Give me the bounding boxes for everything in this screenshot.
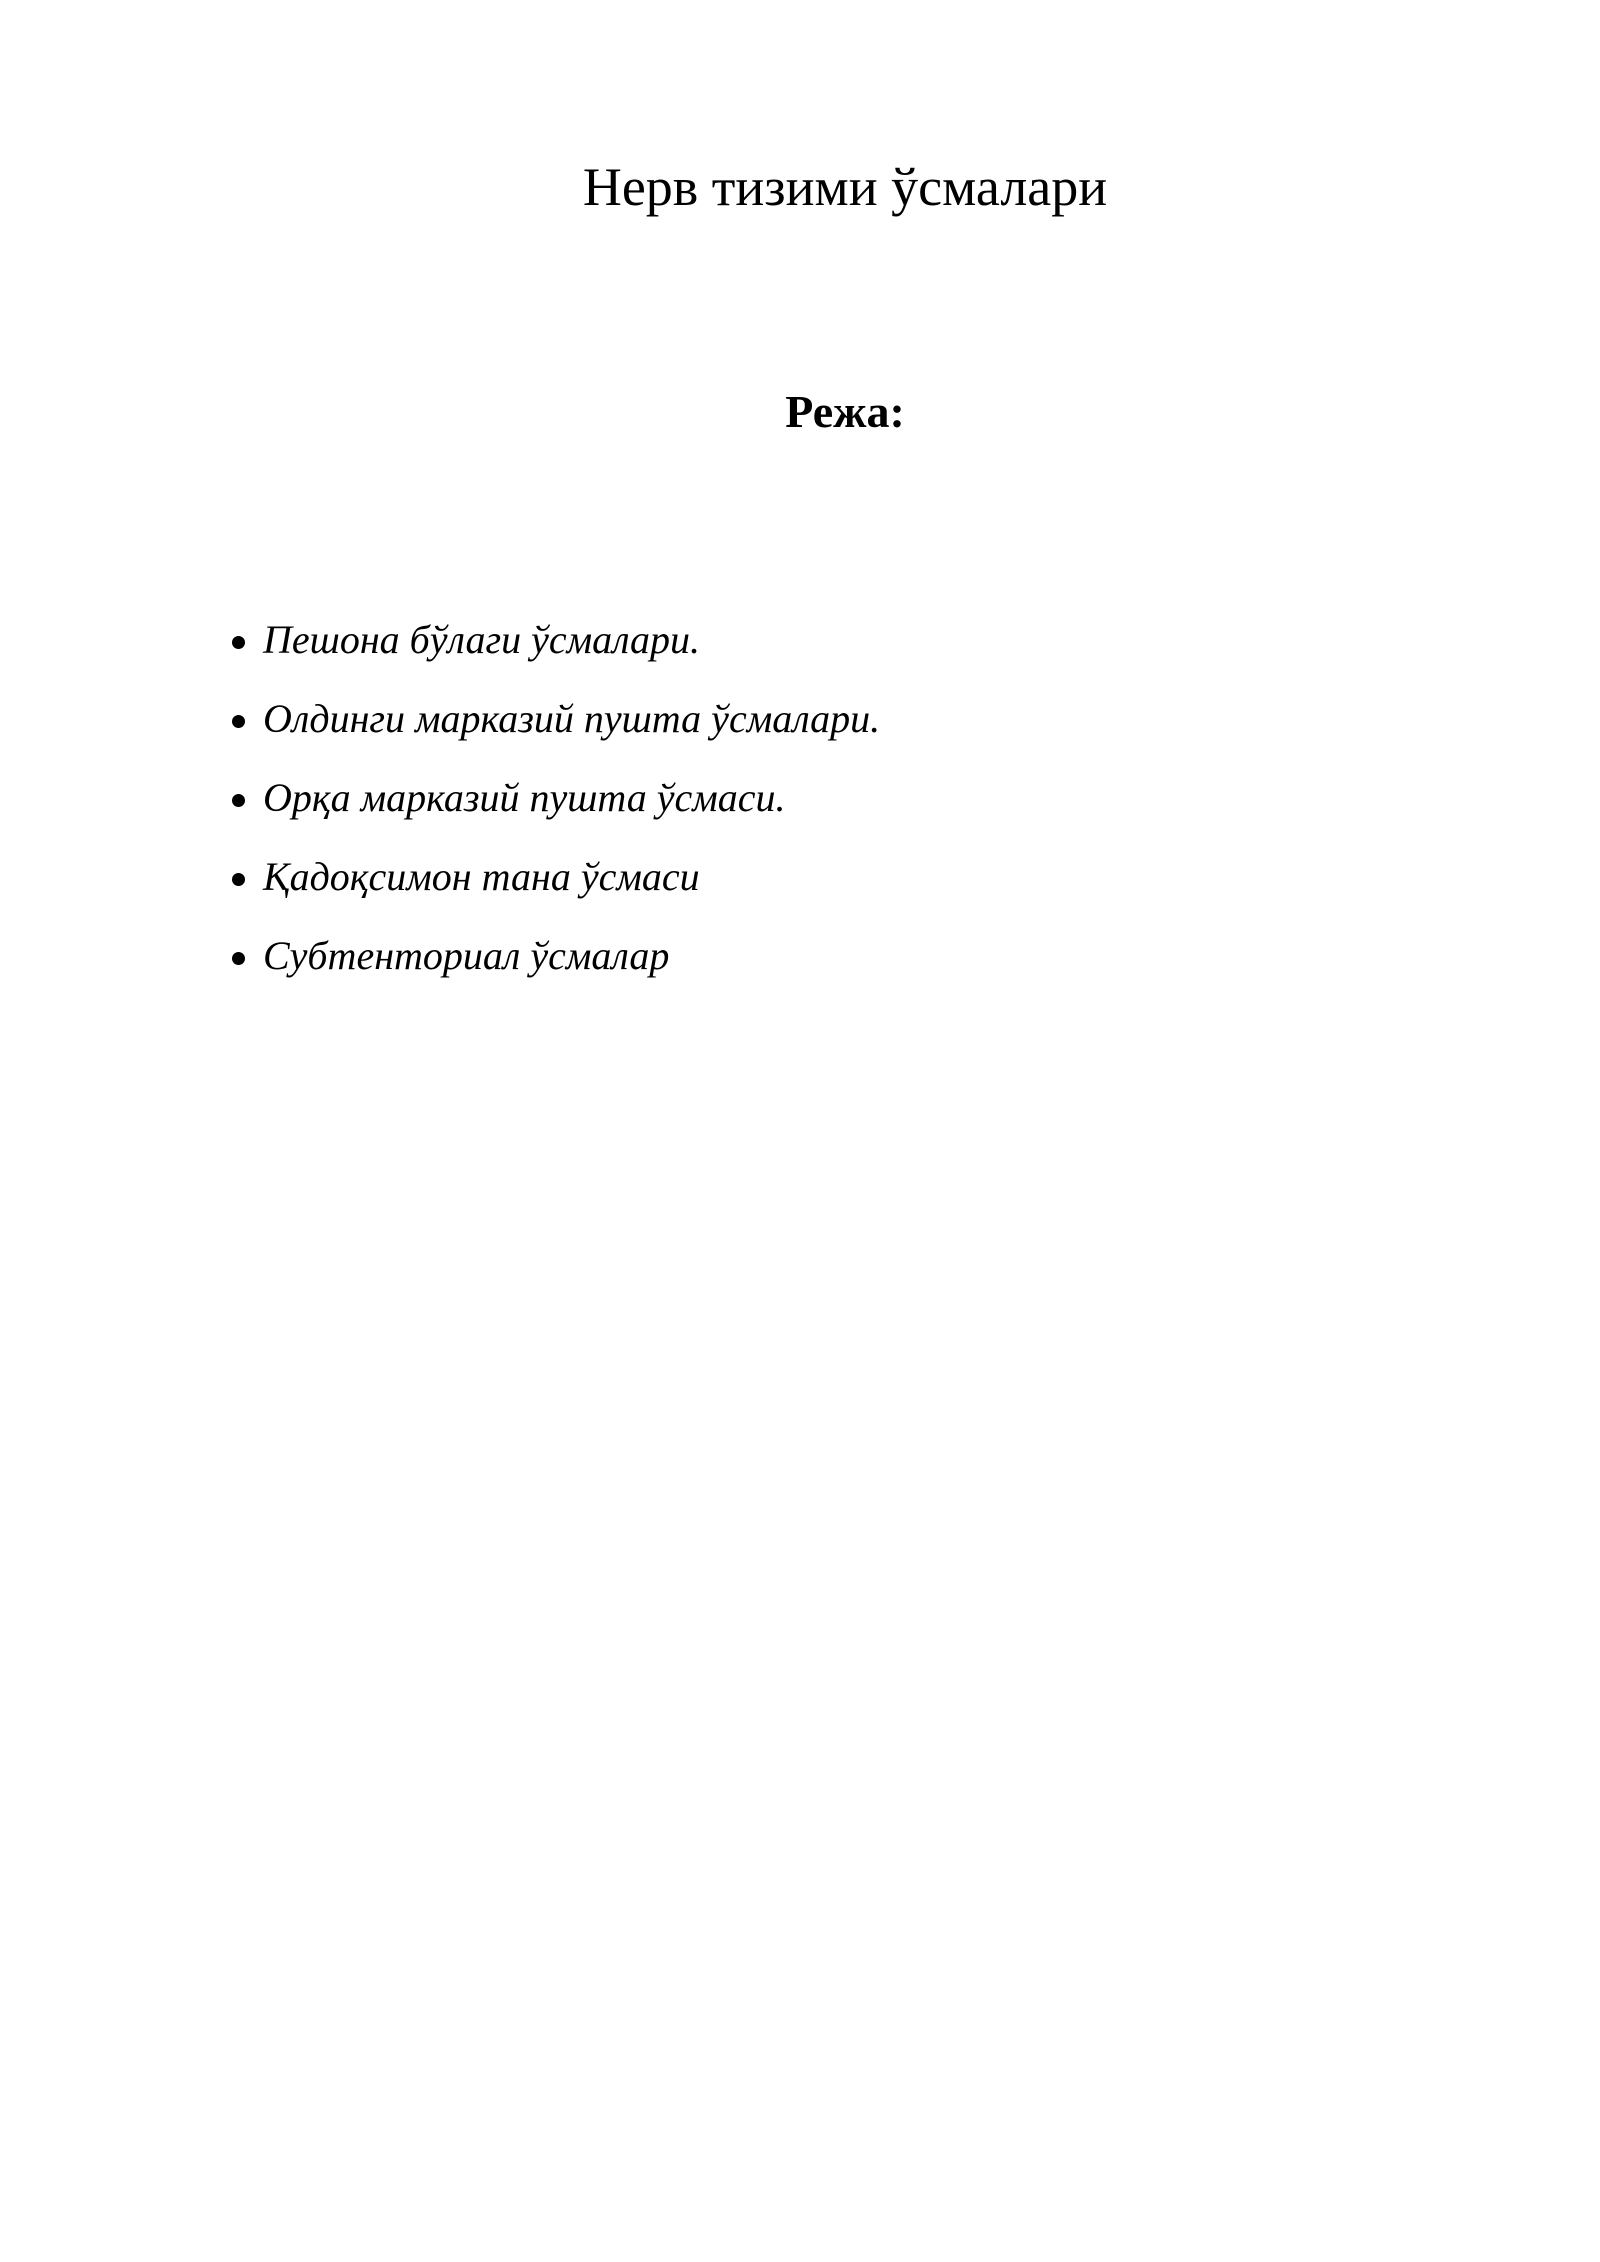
plan-item-text: Қадоқсимон тана ўсмаси — [263, 853, 700, 899]
plan-item-text: Пешона бўлаги ўсмалари. — [263, 616, 701, 662]
plan-item — [232, 600, 880, 679]
plan-list — [232, 600, 880, 995]
plan-item-text: Олдинги марказий пушта ўсмалари. — [263, 695, 881, 741]
bullet-icon — [232, 873, 245, 886]
plan-item — [232, 679, 880, 758]
bullet-icon — [232, 715, 245, 728]
bullet-icon — [232, 636, 245, 649]
plan-item-text: Субтенториал ўсмалар — [263, 932, 670, 978]
bullet-icon — [232, 794, 245, 807]
plan-item-text: Орқа марказий пушта ўсмаси. — [263, 774, 786, 820]
document-title: Нерв тизими ўсмалари — [582, 157, 1108, 217]
bullet-icon — [232, 952, 245, 965]
plan-heading: Режа: — [785, 386, 905, 437]
plan-item — [232, 837, 880, 916]
plan-item — [232, 758, 880, 837]
plan-item — [232, 916, 880, 995]
